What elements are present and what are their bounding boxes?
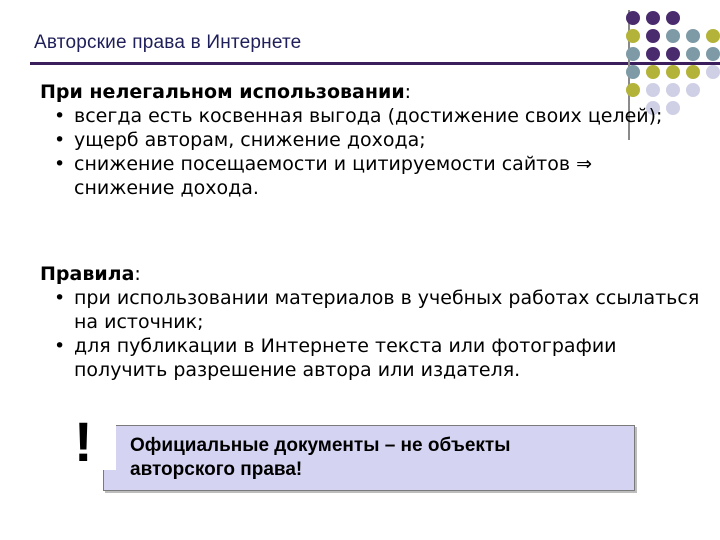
bullet-icon: • (54, 129, 66, 151)
decor-dot (686, 83, 700, 97)
callout-text: Официальные документы – не объекты авторского права! (130, 435, 511, 480)
decor-dot (646, 11, 660, 25)
bullet-icon: • (54, 335, 66, 357)
decor-dot (706, 29, 720, 43)
decor-dot (666, 11, 680, 25)
bullet-list (40, 286, 700, 382)
decor-dot (626, 11, 640, 25)
list-item: • ущерб авторам, снижение дохода; (54, 129, 426, 151)
section-heading: При нелегальном использовании (40, 81, 405, 103)
decor-dot (686, 29, 700, 43)
exclamation-icon: ! (70, 420, 116, 470)
bullet-list (40, 104, 680, 200)
decor-dot (666, 47, 680, 61)
decor-dot (706, 47, 720, 61)
page-title: Авторские права в Интернете (34, 32, 302, 53)
decor-dot (666, 65, 680, 79)
section-illegal-use: При нелегальном использовании: • всегда есть косвенная выгода (достижение своих целей); • ущерб авторам, снижение дохода; • снижение посещаемости и цитируемости сайтов ⇒ снижение дохода. (40, 80, 680, 200)
section-rules: Правила: • при использовании материалов в учебных работах ссылаться на источник; • для публикации в Интернете текста или фотографии получить разрешение автора или издателя. (40, 263, 700, 381)
decor-dot (646, 65, 660, 79)
list-item: • при использовании материалов в учебных работах ссылаться на источник; (54, 287, 700, 333)
list-item: • всегда есть косвенная выгода (достижение своих целей); (54, 105, 663, 127)
decor-dot (706, 65, 720, 79)
decor-dot (626, 29, 640, 43)
section-heading: Правила (40, 263, 135, 285)
decor-dot (646, 47, 660, 61)
decor-dot (666, 29, 680, 43)
decor-dot (686, 47, 700, 61)
bullet-icon: • (54, 105, 66, 127)
bullet-icon: • (54, 153, 66, 175)
decor-dot (626, 47, 640, 61)
bullet-icon: • (54, 287, 66, 309)
decor-dot (686, 65, 700, 79)
decor-dot (626, 65, 640, 79)
list-item: • снижение посещаемости и цитируемости сайтов ⇒ снижение дохода. (54, 153, 593, 199)
decor-dot (646, 29, 660, 43)
list-item: • для публикации в Интернете текста или фотографии получить разрешение автора или издателя. (54, 335, 617, 381)
